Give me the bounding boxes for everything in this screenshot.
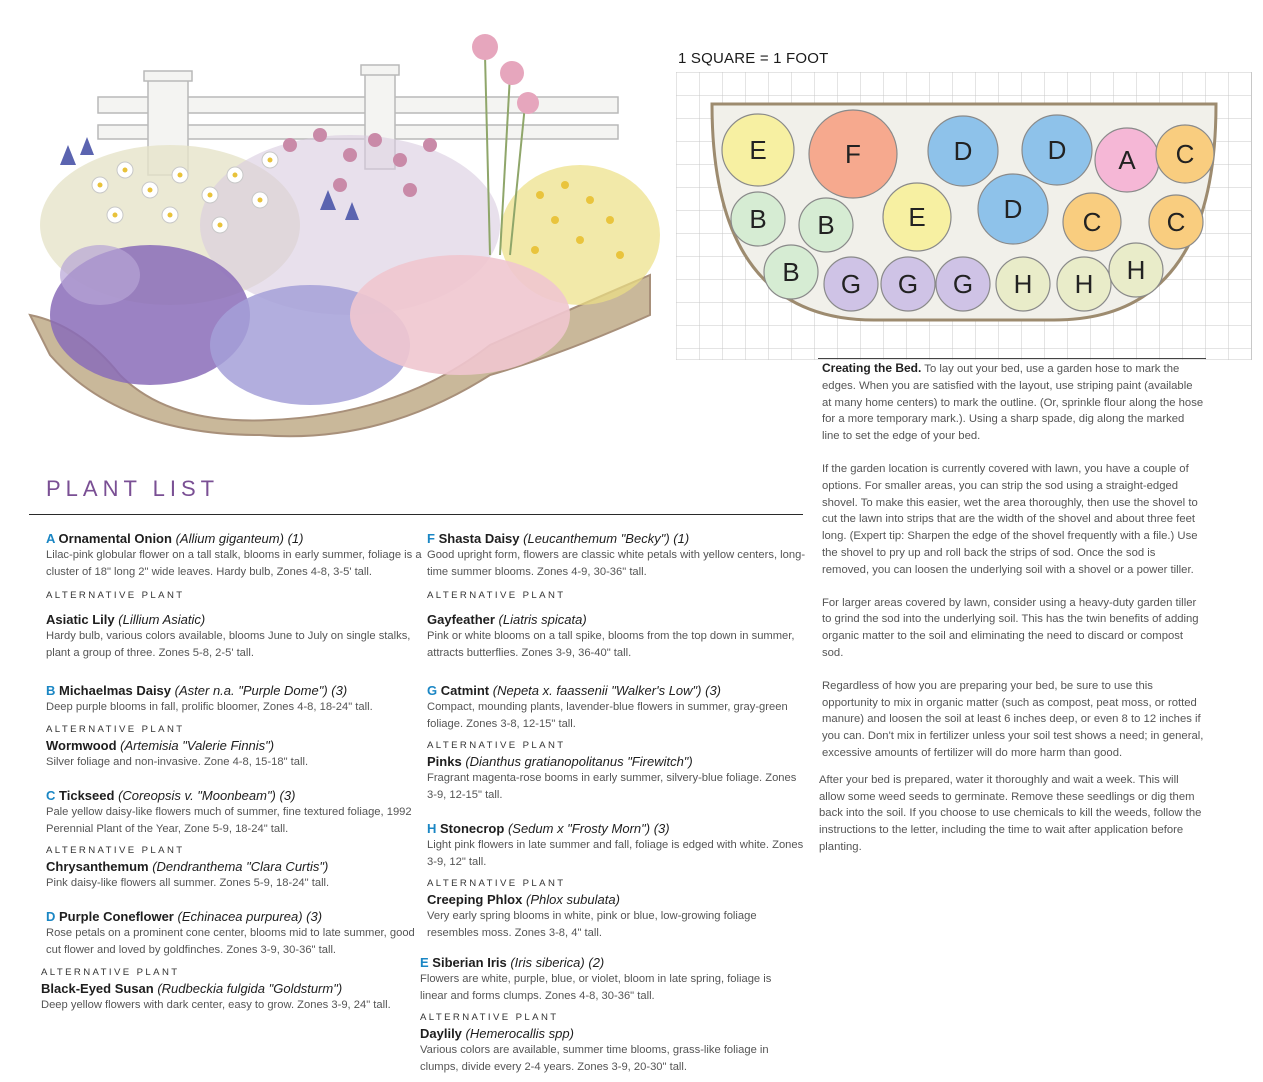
plant-entry-f: F Shasta Daisy (Leucanthemum "Becky") (1) Good upright form, flowers are classic white petals with yellow centers, long-time summer blooms. Zones 4-9, 30-36" tall. ALTERNATIVE PLANT Gayfeather (Liatris spicata) Pink or white blooms on a tall spike, blooms from the top down in summer, attracts butterflies. Zones 3-9, 36-40" tall.: [427, 531, 806, 659]
article-paragraph-1: Creating the Bed. To lay out your bed, use a garden hose to mark the edges. When you are satisfied with the layout, use striping paint (available at many home centers) to mark the outline. (Or, sprinkle flour along the hose for a more temporary mark.). Using a sharp spade, dig along the marked line to set the edge of your bed.: [822, 361, 1204, 443]
plant-circle-label: C: [1175, 139, 1195, 169]
plan-scale-label: 1 SQUARE = 1 FOOT: [678, 50, 829, 67]
plant-circle-label: H: [1074, 269, 1094, 299]
plant-entry-e: E Siberian Iris (Iris siberica) (2) Flowers are white, purple, blue, or violet, bloom in late spring, foliage is linear and forms clumps. Zones 4-8, 30-36" tall. ALTERNATIVE PLANT Daylily (Hemerocallis spp) Various colors are available, summer time blooms, grass-like foliage in clumps, divide every 2-4 years. Zones 3-9, 20-30" tall.: [420, 955, 772, 1073]
plant-circle-label: G: [897, 269, 919, 299]
plant-entry-c: C Tickseed (Coreopsis v. "Moonbeam") (3) Pale yellow daisy-like flowers much of summer, fine textured foliage, 1992 Perennial Plant of the Year, Zone 5-9, 18-24" tall. ALTERNATIVE PLANT Chrysanthemum (Dendranthema "Clara Curtis") Pink daisy-like flowers all summer. Zones 5-9, 18-24" tall.: [46, 788, 412, 889]
plant-circle-label: C: [1082, 207, 1102, 237]
plant-entry-h: H Stonecrop (Sedum x "Frosty Morn") (3) Light pink flowers in late summer and fall, foliage is edged with white. Zones 3-9, 12" tall. ALTERNATIVE PLANT Creeping Phlox (Phlox subulata) Very early spring blooms in white, pink or blue, low-growing foliage resembles moss. Zones 3-8, 4" tall.: [427, 821, 804, 939]
plant-entry-d-alternative: ALTERNATIVE PLANT Black-Eyed Susan (Rudbeckia fulgida "Goldsturm") Deep yellow flowers with dark center, easy to grow. Zones 3-9, 24" tall.: [41, 967, 391, 1011]
garden-plan-grid: [676, 72, 1252, 360]
plant-circle-label: B: [817, 210, 835, 240]
article-paragraph-5: After your bed is prepared, water it thoroughly and wait a week. This will allow some weed seeds to germinate. Remove these seedlings or dig them back into the soil. If you choose to use chemicals to kill the weeds, follow the instructions to the letter, including the time to wait after application before planting.: [819, 773, 1202, 853]
plant-circle-label: B: [749, 204, 767, 234]
plant-circle-label: E: [908, 202, 926, 232]
plant-circle-label: G: [952, 269, 974, 299]
plant-circle-label: C: [1166, 207, 1186, 237]
plant-circle-label: G: [840, 269, 862, 299]
plant-circle-label: E: [749, 135, 767, 165]
plant-list-rule: [29, 514, 803, 515]
plant-circle-label: A: [1118, 145, 1136, 175]
plant-circle-label: D: [1047, 135, 1067, 165]
garden-bed-illustration: [20, 25, 660, 445]
plant-circle-label: B: [782, 257, 800, 287]
creating-the-bed-article: [819, 360, 1204, 872]
plant-circle-label: F: [845, 139, 861, 169]
plant-entry-d: D Purple Coneflower (Echinacea purpurea) (3) Rose petals on a prominent cone center, blooms mid to late summer, good cut flower and loved by goldfinches. Zones 3-9, 30-36" tall.: [46, 909, 415, 956]
article-lead: Creating the Bed.: [822, 361, 922, 375]
plant-circle-label: H: [1013, 269, 1033, 299]
plant-circle-label: H: [1126, 255, 1146, 285]
plant-entry-a: A Ornamental Onion (Allium giganteum) (1) Lilac-pink globular flower on a tall stalk, blooms in early summer, foliage is a cluster of 18" long 2" wide leaves. Hardy bulb, Zones 4-8, 3-5' tall. ALTERNATIVE PLANT Asiatic Lily (Lillium Asiatic) Hardy bulb, various colors available, blooms June to July on single stalks, plant a group of three. Zones 5-8, 2-5' tall.: [46, 531, 422, 659]
plant-entry-g: G Catmint (Nepeta x. faassenii "Walker's Low") (3) Compact, mounding plants, lavender-blue flowers in summer, gray-green foliage. Zones 3-8, 12-15" tall. ALTERNATIVE PLANT Pinks (Dianthus gratianopolitanus "Firewitch") Fragrant magenta-rose booms in early summer, silvery-blue foliage. Zones 3-9, 12-15" tall.: [427, 683, 797, 801]
article-paragraph-3: For larger areas covered by lawn, consider using a heavy-duty garden tiller to grind the sod into the underlying soil. This has the twin benefits of adding organic matter to the soil and eliminating the need to discard or compost sod.: [822, 596, 1199, 659]
stonecrop: [350, 255, 570, 375]
plant-entry-b: B Michaelmas Daisy (Aster n.a. "Purple Dome") (3) Deep purple blooms in fall, prolific bloomer, Zones 4-8, 18-24" tall. ALTERNATIVE PLANT Wormwood (Artemisia "Valerie Finnis") Silver foliage and non-invasive. Zone 4-8, 15-18" tall.: [46, 683, 373, 768]
article-paragraph-2: If the garden location is currently covered with lawn, you have a couple of options. For smaller areas, you can strip the sod using a straight-edged shovel. To make this easier, wet the area thoroughly, then use the shovel to cut the lawn into strips that are the width of the shovel and about three feet long. (Expert tip: Sharpen the edge of the shovel frequently with a file.) Use the shovel to pry up and roll back the strips of sod. Once the sod is removed, you can loosen the underlying soil with a shovel or a power tiller.: [822, 462, 1198, 576]
plant-list-title: PLANT LIST: [46, 476, 220, 501]
plant-circle-label: D: [1003, 194, 1023, 224]
plant-circle-label: D: [953, 136, 973, 166]
article-rule: [818, 358, 1206, 359]
article-paragraph-4: Regardless of how you are preparing your bed, be sure to use this opportunity to mix in organic matter (such as compost, peat moss, or rotted manure) and loosen the soil at least 6 inches deep, or even 8 to 12 inches if you can. Don't mix in fertilizer unless your soil test shows a need; in general, excessive amounts of fertilizer will do more harm than good.: [822, 679, 1204, 759]
